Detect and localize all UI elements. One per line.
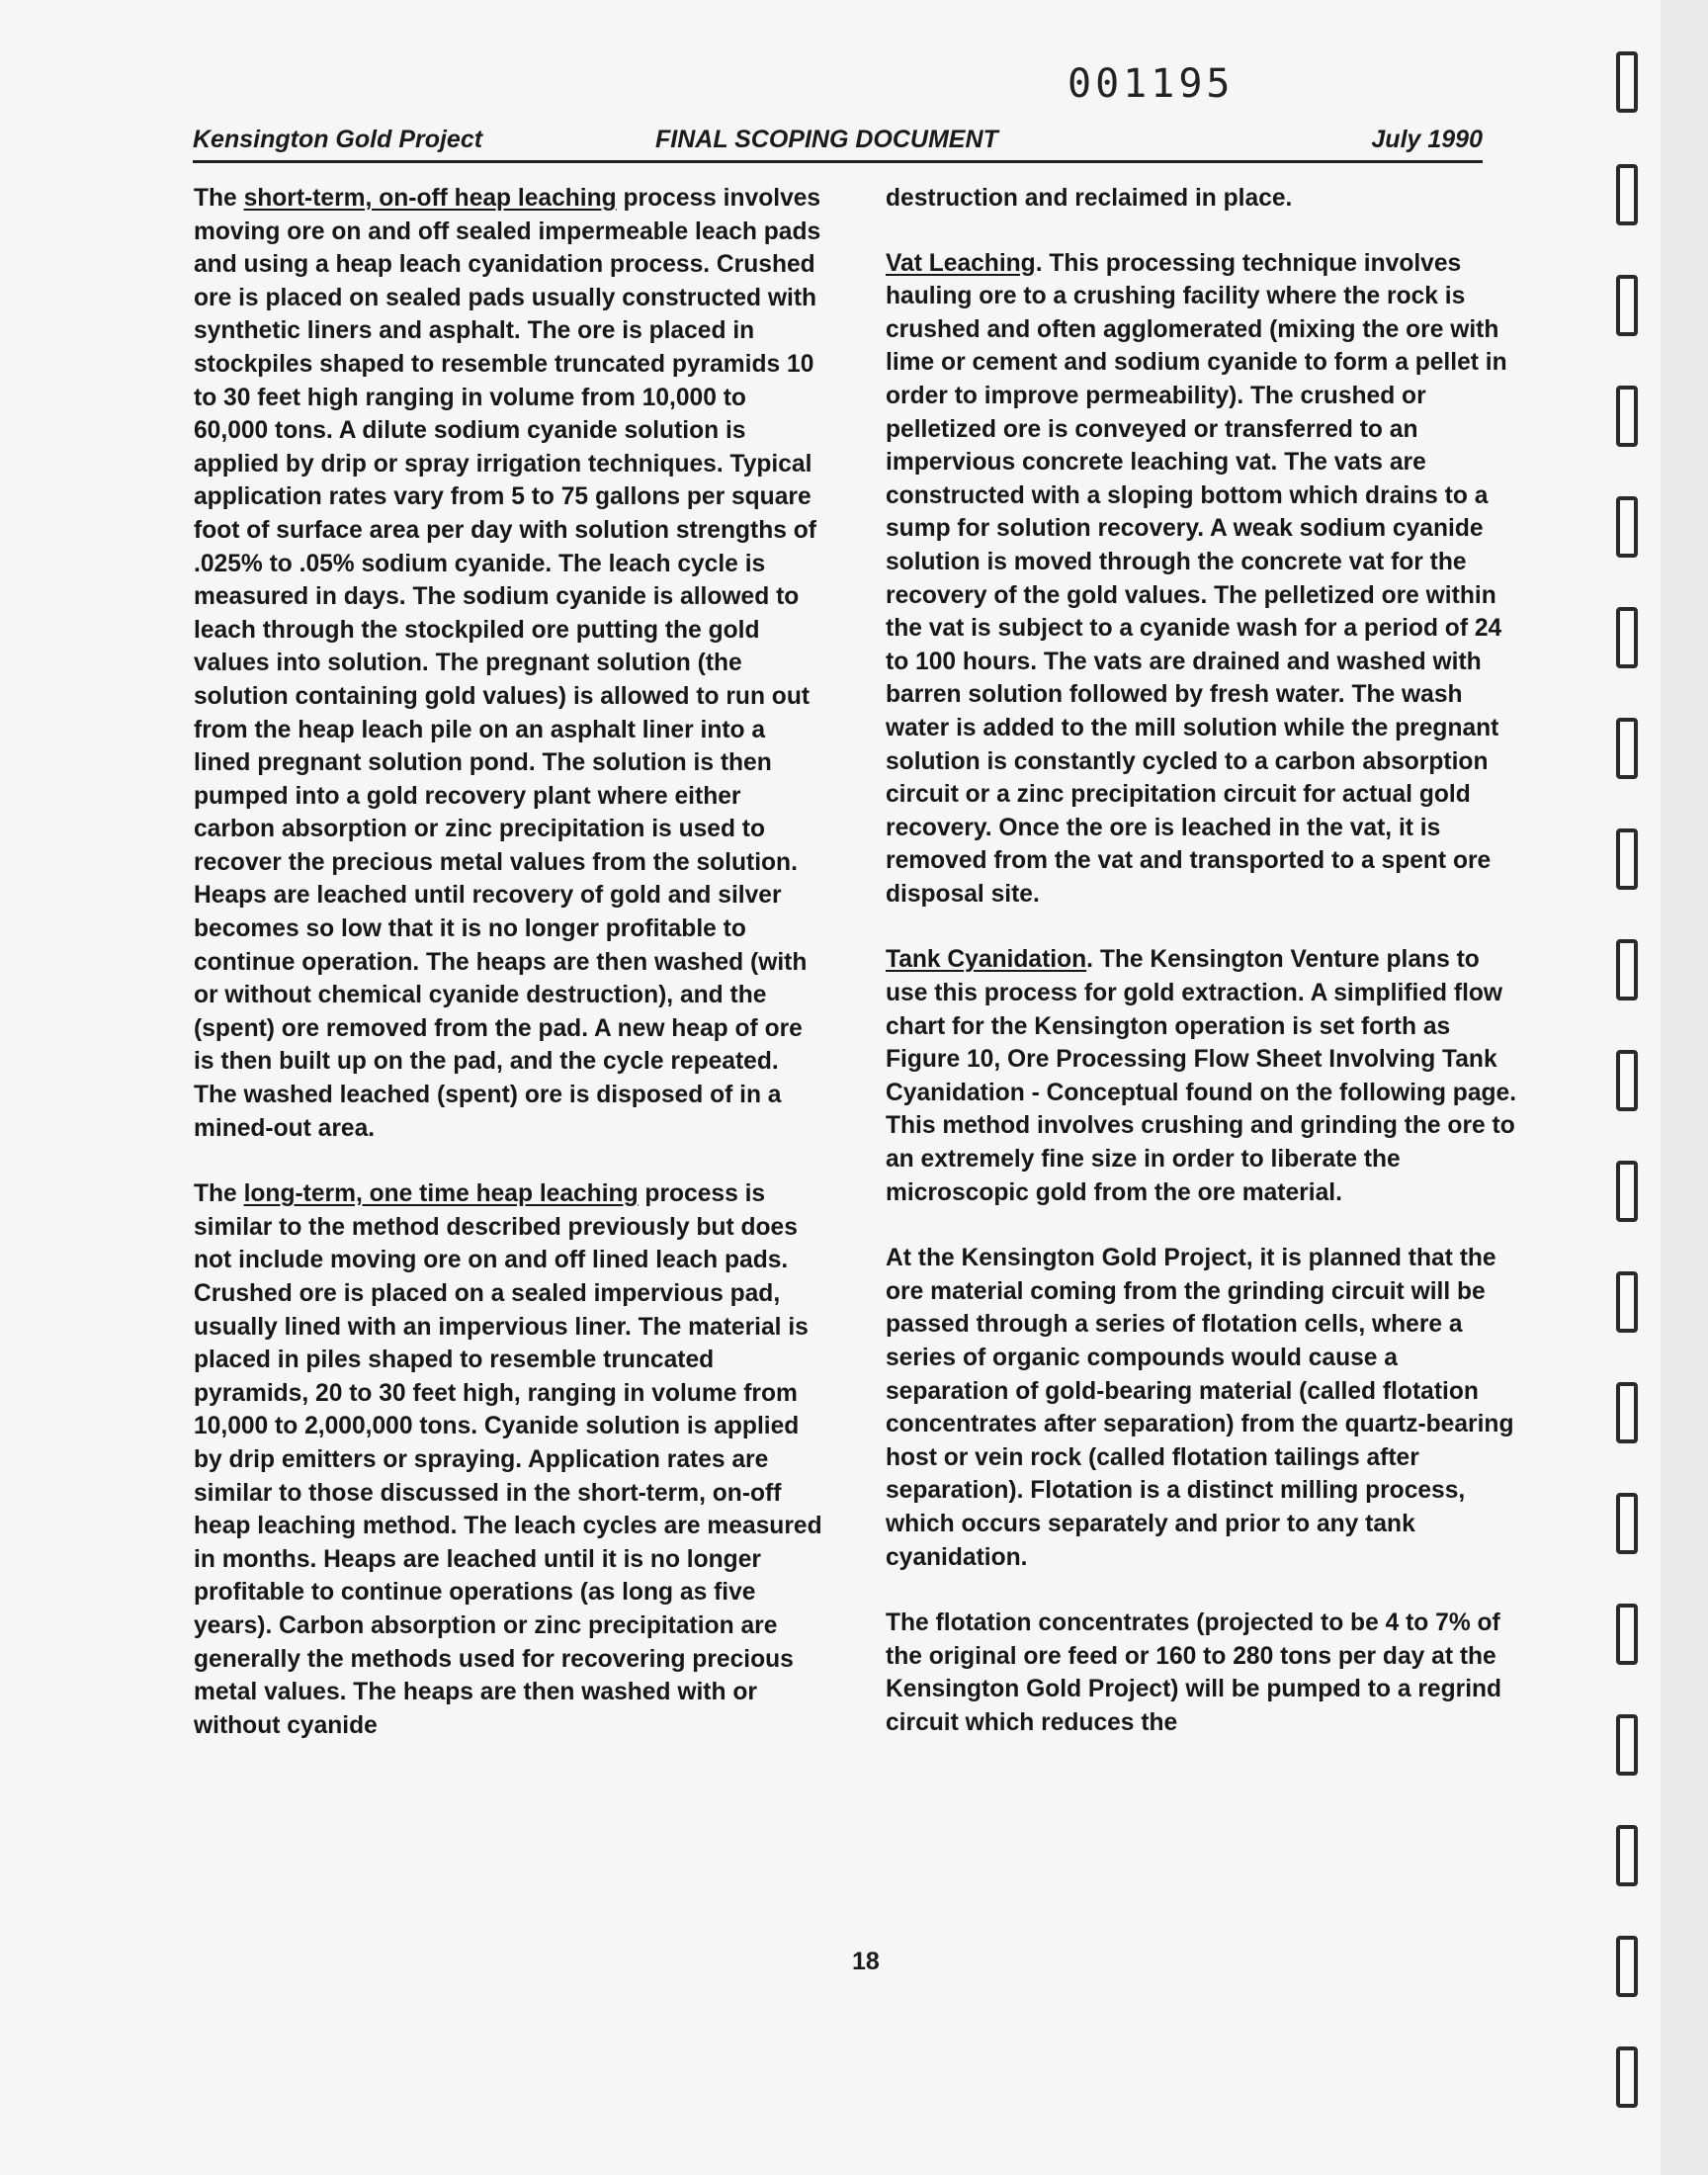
binder-hole xyxy=(1616,2046,1638,2108)
binder-hole xyxy=(1616,1050,1638,1111)
binder-hole xyxy=(1616,1493,1638,1554)
document-number: 001195 xyxy=(1068,61,1235,107)
binder-hole xyxy=(1616,1271,1638,1333)
binder-hole xyxy=(1616,164,1638,225)
paragraph-continuation: destruction and reclaimed in place. xyxy=(886,185,1293,212)
binder-hole xyxy=(1616,1714,1638,1776)
page-number: 18 xyxy=(852,1948,880,1975)
binder-hole xyxy=(1616,1161,1638,1222)
binder-hole xyxy=(1616,1936,1638,1997)
text-run: The xyxy=(194,1180,244,1208)
term-short-term-heap-leaching: short-term, on-off heap leaching xyxy=(243,185,617,212)
binder-hole xyxy=(1616,275,1638,336)
text-run: The xyxy=(194,185,244,212)
term-tank-cyanidation: Tank Cyanidation xyxy=(886,946,1087,974)
paragraph-tank-cyanidation xyxy=(886,943,1518,1209)
left-column xyxy=(194,182,826,1775)
binder-hole xyxy=(1616,496,1638,558)
header-title: FINAL SCOPING DOCUMENT xyxy=(655,126,998,153)
binder-hole xyxy=(1616,607,1638,668)
binder-hole xyxy=(1616,828,1638,890)
term-long-term-heap-leaching: long-term, one time heap leaching xyxy=(243,1180,639,1208)
binder-hole xyxy=(1616,1825,1638,1886)
binder-hole xyxy=(1616,718,1638,779)
paragraph-flotation: At the Kensington Gold Project, it is planned that the ore material coming from the grinding circuit will be passed through a series of flotation cells, where a series of organic compounds would cause a separation of gold-bearing material (called flotation concentrates after separation) from the quartz-bearing host or vein rock (called flotation tailings after separation). Flotation is a distinct milling process, which occurs separately and prior to any tank cyanidation. xyxy=(886,1245,1514,1571)
header-project: Kensington Gold Project xyxy=(193,126,483,153)
paragraph-vat-leaching xyxy=(886,247,1518,912)
page-header xyxy=(193,101,1483,163)
header-date: July 1990 xyxy=(1371,126,1483,153)
binder-hole xyxy=(1616,1382,1638,1443)
binder-hole xyxy=(1616,1604,1638,1665)
term-vat-leaching: Vat Leaching xyxy=(886,249,1036,277)
paragraph-short-term-heap-leaching xyxy=(194,182,826,1145)
binder-hole xyxy=(1616,51,1638,113)
binder-hole xyxy=(1616,939,1638,1000)
paragraph-long-term-heap-leaching xyxy=(194,1177,826,1742)
paragraph-body: process is similar to the method described previously but does not include moving ore on and off lined leach pads. Crushed ore is placed on a sealed impervious pad, usually lined with an impervious liner. The material is placed in piles shaped to resemble truncated pyramids, 20 to 30 feet high, ranging in volume from 10,000 to 2,000,000 tons. Cyanide solution is applied by drip emitters or spraying. Application rates are similar to those discussed in the short-term, on-off heap leaching method. The leach cycles are measured in months. Heaps are leached until it is no longer profitable to continue operations (as long as five years). Carbon absorption or zinc precipitation are generally the methods used for recovering precious metal values. The heaps are then washed with or without cyanide xyxy=(194,1180,822,1739)
paragraph-body: . The Kensington Venture plans to use this process for gold extraction. A simplified flow chart for the Kensington operation is set forth as Figure 10, Ore Processing Flow Sheet Involving Tank Cyanidation - Conceptual found on the following page. This method involves crushing and grinding the ore to an extremely fine size in order to liberate the microscopic gold from the ore material. xyxy=(886,946,1517,1206)
paragraph-body: process involves moving ore on and off sealed impermeable leach pads and using a heap leach cyanidation process. Crushed ore is placed on sealed pads usually constructed with synthetic liners and asphalt. The ore is placed in stockpiles shaped to resemble truncated pyramids 10 to 30 feet high ranging in volume from 10,000 to 60,000 tons. A dilute sodium cyanide solution is applied by drip or spray irrigation techniques. Typical application rates vary from 5 to 75 gallons per square foot of surface area per day with solution strengths of .025% to .05% sodium cyanide. The leach cycle is measured in days. The sodium cyanide is allowed to leach through the stockpiled ore putting the gold values into solution. The pregnant solution (the solution containing gold values) is allowed to run out from the heap leach pile on an asphalt liner into a lined pregnant solution pond. The solution is then pumped into a gold recovery plant where either carbon absorption or zinc precipitation is used to recover the precious metal values from the solution. Heaps are leached until recovery of gold and silver becomes so low that it is no longer profitable to continue operation. The heaps are then washed (with or without chemical cyanide destruction), and the (spent) ore removed from the pad. A new heap of ore is then built up on the pad, and the cycle repeated. The washed leached (spent) ore is disposed of in a mined-out area. xyxy=(194,185,821,1142)
right-column xyxy=(886,182,1518,1773)
paragraph-flotation-concentrates: The flotation concentrates (projected to be 4 to 7% of the original ore feed or 160 to 280 tons per day at the Kensington Gold Project) will be pumped to a regrind circuit which reduces the xyxy=(886,1610,1502,1736)
binder-hole xyxy=(1616,386,1638,447)
paragraph-body: . This processing technique involves hauling ore to a crushing facility where the rock is crushed and often agglomerated (mixing the ore with lime or cement and sodium cyanide to form a pellet in order to improve permeability). The crushed or pelletized ore is conveyed or transferred to an impervious concrete leaching vat. The vats are constructed with a sloping bottom which drains to a sump for solution recovery. A weak sodium cyanide solution is moved through the concrete vat for the recovery of the gold values. The pelletized ore within the vat is subject to a cyanide wash for a period of 24 to 100 hours. The vats are drained and washed with barren solution followed by fresh water. The wash water is added to the mill solution while the pregnant solution is constantly cycled to a carbon absorption circuit or a zinc precipitation circuit for actual gold recovery. Once the ore is leached in the vat, it is removed from the vat and transported to a spent ore disposal site. xyxy=(886,249,1507,908)
